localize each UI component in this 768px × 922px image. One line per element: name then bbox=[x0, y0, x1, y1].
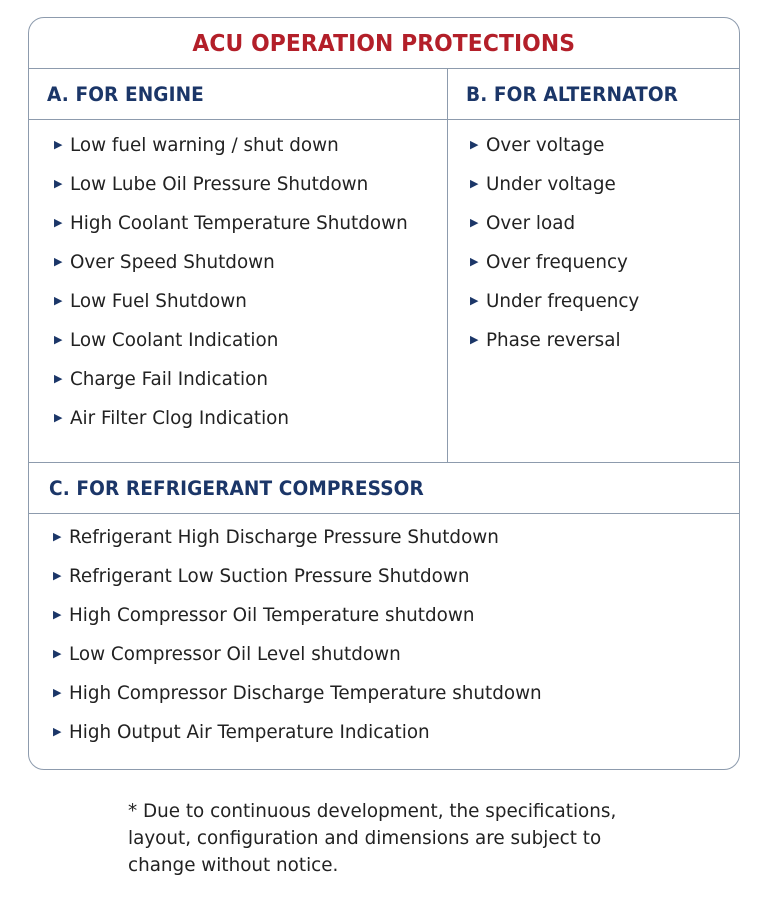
list-item-label: Over frequency bbox=[486, 251, 629, 273]
triangle-bullet-icon: ▶ bbox=[54, 177, 63, 190]
list-item-label: Under frequency bbox=[486, 290, 640, 312]
list-item bbox=[29, 175, 447, 214]
list-item-label: Under voltage bbox=[486, 173, 617, 195]
list-item-label: Air Filter Clog Indication bbox=[70, 407, 290, 429]
triangle-bullet-icon: ▶ bbox=[470, 138, 479, 151]
section-alternator-list bbox=[448, 120, 739, 370]
triangle-bullet-icon: ▶ bbox=[53, 725, 62, 738]
page-title: ACU OPERATION PROTECTIONS bbox=[192, 29, 576, 57]
section-engine-list bbox=[29, 120, 447, 448]
list-item-label: Charge Fail Indication bbox=[70, 368, 269, 390]
list-item-label: Over Speed Shutdown bbox=[70, 251, 276, 273]
list-item bbox=[448, 214, 739, 253]
triangle-bullet-icon: ▶ bbox=[54, 333, 63, 346]
triangle-bullet-icon: ▶ bbox=[53, 647, 62, 660]
section-engine-heading-label: A. FOR ENGINE bbox=[47, 82, 204, 106]
list-item-label: Low fuel warning / shut down bbox=[70, 134, 340, 156]
list-item bbox=[448, 136, 739, 175]
list-item bbox=[448, 331, 739, 370]
section-alternator-header bbox=[448, 69, 739, 120]
acu-protections-panel bbox=[28, 17, 740, 770]
triangle-bullet-icon: ▶ bbox=[54, 255, 63, 268]
triangle-bullet-icon: ▶ bbox=[470, 255, 479, 268]
section-refrigerant-compressor-list bbox=[29, 514, 739, 762]
list-item-label: Low Fuel Shutdown bbox=[70, 290, 248, 312]
section-alternator-heading-label: B. FOR ALTERNATOR bbox=[466, 82, 679, 106]
list-item-label: High Coolant Temperature Shutdown bbox=[70, 212, 409, 234]
triangle-bullet-icon: ▶ bbox=[53, 686, 62, 699]
section-refrigerant-compressor-header bbox=[29, 463, 739, 514]
list-item-label: Refrigerant High Discharge Pressure Shutdown bbox=[69, 526, 500, 548]
list-item bbox=[29, 684, 739, 723]
section-engine-header bbox=[29, 69, 447, 120]
list-item-label: High Compressor Oil Temperature shutdown bbox=[69, 604, 475, 626]
triangle-bullet-icon: ▶ bbox=[53, 608, 62, 621]
list-item-label: Low Coolant Indication bbox=[70, 329, 279, 351]
list-item bbox=[29, 331, 447, 370]
list-item bbox=[29, 606, 739, 645]
triangle-bullet-icon: ▶ bbox=[470, 177, 479, 190]
section-engine bbox=[29, 69, 448, 462]
triangle-bullet-icon: ▶ bbox=[53, 530, 62, 543]
list-item-label: Over voltage bbox=[486, 134, 605, 156]
triangle-bullet-icon: ▶ bbox=[470, 333, 479, 346]
list-item-label: Phase reversal bbox=[486, 329, 622, 351]
list-item-label: Low Lube Oil Pressure Shutdown bbox=[70, 173, 369, 195]
triangle-bullet-icon: ▶ bbox=[54, 294, 63, 307]
list-item bbox=[29, 253, 447, 292]
list-item-label: High Compressor Discharge Temperature shutdown bbox=[69, 682, 543, 704]
triangle-bullet-icon: ▶ bbox=[470, 294, 479, 307]
triangle-bullet-icon: ▶ bbox=[54, 138, 63, 151]
list-item bbox=[29, 567, 739, 606]
list-item bbox=[29, 409, 447, 448]
list-item-label: High Output Air Temperature Indication bbox=[69, 721, 431, 743]
section-refrigerant-compressor bbox=[29, 462, 739, 762]
triangle-bullet-icon: ▶ bbox=[54, 216, 63, 229]
triangle-bullet-icon: ▶ bbox=[53, 569, 62, 582]
list-item bbox=[29, 528, 739, 567]
list-item bbox=[448, 253, 739, 292]
section-refrigerant-compressor-heading-label: C. FOR REFRIGERANT COMPRESSOR bbox=[49, 476, 424, 500]
triangle-bullet-icon: ▶ bbox=[470, 216, 479, 229]
two-column-section-group bbox=[29, 69, 739, 462]
triangle-bullet-icon: ▶ bbox=[54, 372, 63, 385]
list-item-label: Over load bbox=[486, 212, 576, 234]
list-item-label: Low Compressor Oil Level shutdown bbox=[69, 643, 402, 665]
list-item bbox=[29, 645, 739, 684]
triangle-bullet-icon: ▶ bbox=[54, 411, 63, 424]
list-item bbox=[29, 723, 739, 762]
section-alternator bbox=[448, 69, 739, 462]
list-item bbox=[448, 292, 739, 331]
list-item bbox=[448, 175, 739, 214]
list-item bbox=[29, 136, 447, 175]
list-item-label: Refrigerant Low Suction Pressure Shutdown bbox=[69, 565, 470, 587]
disclaimer-footnote: * Due to continuous development, the specifications, layout, configuration and dimensions are subject to change without notice. bbox=[128, 800, 617, 876]
list-item bbox=[29, 292, 447, 331]
list-item bbox=[29, 214, 447, 253]
list-item bbox=[29, 370, 447, 409]
panel-title-bar bbox=[29, 18, 739, 69]
